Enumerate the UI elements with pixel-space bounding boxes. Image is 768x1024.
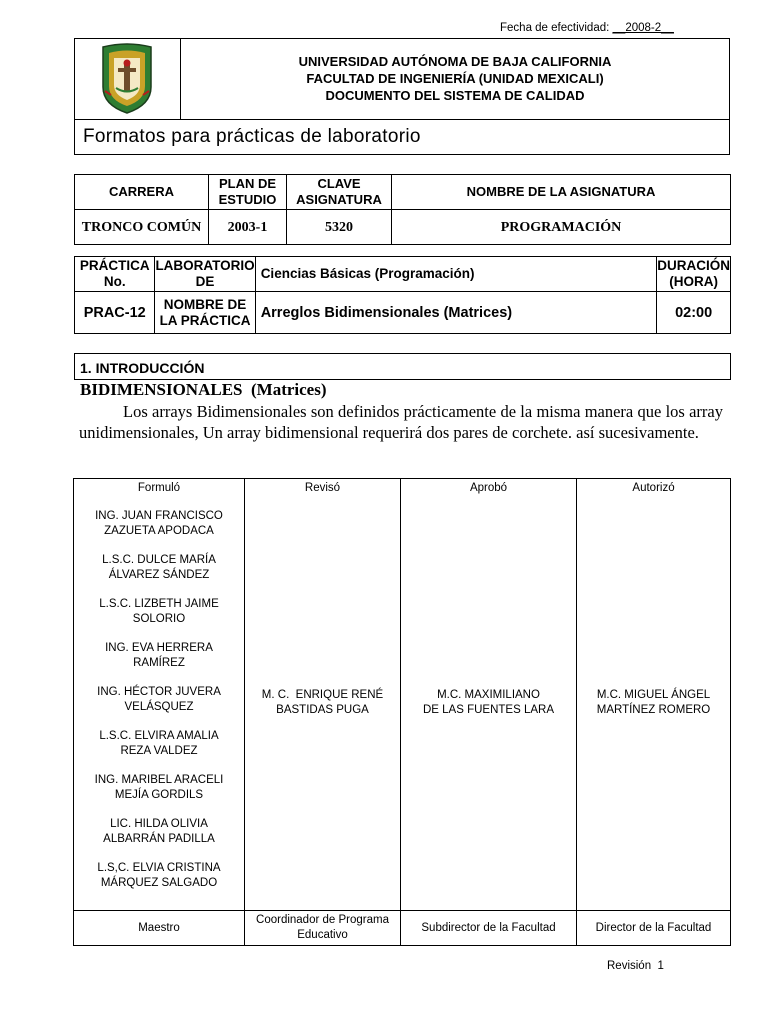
code-header: CLAVE ASIGNATURA — [287, 175, 392, 210]
practice-table — [74, 256, 731, 334]
role-director: Director de la Facultad — [577, 911, 731, 946]
aprobo-column — [401, 479, 577, 911]
practice-name-label: NOMBRE DE LA PRÁCTICA — [155, 292, 255, 334]
formulo-name: ING. JUAN FRANCISCO ZAZUETA APODACA — [95, 510, 223, 537]
formulo-names — [74, 509, 244, 891]
practice-row-1 — [75, 257, 731, 292]
formulo-column — [74, 479, 245, 911]
course-table — [74, 174, 731, 245]
plan-value: 2003-1 — [209, 210, 287, 245]
formulo-name: LIC. HILDA OLIVIA ALBARRÁN PADILLA — [103, 818, 215, 845]
course-data-row — [75, 210, 731, 245]
practice-number-label: PRÁCTICA No. — [75, 257, 155, 292]
duration-label: DURACIÓN (HORA) — [657, 257, 731, 292]
formulo-header: Formuló — [137, 482, 181, 494]
university-name: UNIVERSIDAD AUTÓNOMA DE BAJA CALIFORNIA — [298, 54, 612, 69]
formulo-name: L.S,C. ELVIA CRISTINA MÁRQUEZ SALGADO — [97, 862, 221, 889]
code-value: 5320 — [287, 210, 392, 245]
practice-row-2 — [75, 292, 731, 334]
plan-header: PLAN DE ESTUDIO — [209, 175, 287, 210]
role-subdirector: Subdirector de la Facultad — [401, 911, 577, 946]
intro-paragraph: Los arrays Bidimensionales son definidos prácticamente de la misma manera que los array unidimensionales, Un array bidimensional requerirá dos pares de corchete. así sucesivamente. — [79, 402, 723, 442]
aprobo-header: Aprobó — [469, 482, 508, 494]
reviso-name: M. C. ENRIQUE RENÉ BASTIDAS PUGA — [261, 689, 384, 716]
formulo-name: ING. HÉCTOR JUVERA VELÁSQUEZ — [97, 686, 221, 713]
subject-header: NOMBRE DE LA ASIGNATURA — [392, 175, 731, 210]
intro-heading: 1. INTRODUCCIÓN — [80, 360, 205, 376]
signatures-table — [73, 478, 731, 946]
formulo-name: L.S.C. LIZBETH JAIME SOLORIO — [99, 598, 219, 625]
formulo-name: L.S.C. ELVIRA AMALIA REZA VALDEZ — [99, 730, 219, 757]
format-title: Formatos para prácticas de laboratorio — [83, 126, 421, 147]
document-system: DOCUMENTO DEL SISTEMA DE CALIDAD — [325, 88, 585, 103]
signatures-main-row — [74, 479, 731, 911]
university-seal-icon — [97, 43, 157, 115]
signatures-role-row — [74, 911, 731, 946]
institution-block — [181, 53, 729, 104]
format-row — [75, 119, 729, 155]
career-value: TRONCO COMÚN — [75, 210, 209, 245]
practice-id: PRAC-12 — [75, 292, 155, 334]
role-coordinador: Coordinador de Programa Educativo — [245, 911, 401, 946]
logo-cell — [75, 39, 181, 119]
reviso-column — [245, 479, 401, 911]
laboratory-label: LABORATORIO DE — [155, 257, 255, 292]
autorizo-column — [577, 479, 731, 911]
role-maestro: Maestro — [74, 911, 245, 946]
autorizo-header: Autorizó — [632, 482, 675, 494]
subject-value: PROGRAMACIÓN — [392, 210, 731, 245]
section-title: BIDIMENSIONALES (Matrices) — [80, 380, 327, 399]
effectiveness-date — [500, 22, 674, 34]
formulo-name: L.S.C. DULCE MARÍA ÁLVAREZ SÁNDEZ — [102, 554, 216, 581]
revision-label: Revisión 1 — [607, 960, 664, 972]
document-header — [74, 38, 730, 155]
career-header: CARRERA — [75, 175, 209, 210]
course-header-row — [75, 175, 731, 210]
faculty-name: FACULTAD DE INGENIERÍA (UNIDAD MEXICALI) — [306, 71, 604, 86]
intro-heading-box — [74, 353, 731, 380]
aprobo-name: M.C. MAXIMILIANO DE LAS FUENTES LARA — [422, 689, 554, 716]
effectiveness-label: Fecha de efectividad: — [500, 22, 610, 34]
practice-name-value: Arreglos Bidimensionales (Matrices) — [255, 292, 657, 334]
duration-value: 02:00 — [657, 292, 731, 334]
effectiveness-value: __2008-2__ — [612, 22, 674, 34]
formulo-name: ING. MARIBEL ARACELI MEJÍA GORDILS — [94, 774, 224, 801]
laboratory-value: Ciencias Básicas (Programación) — [255, 257, 657, 292]
formulo-name: ING. EVA HERRERA RAMÍREZ — [105, 642, 213, 669]
autorizo-name: M.C. MIGUEL ÁNGEL MARTÍNEZ ROMERO — [596, 689, 711, 716]
reviso-header: Revisó — [304, 482, 341, 494]
